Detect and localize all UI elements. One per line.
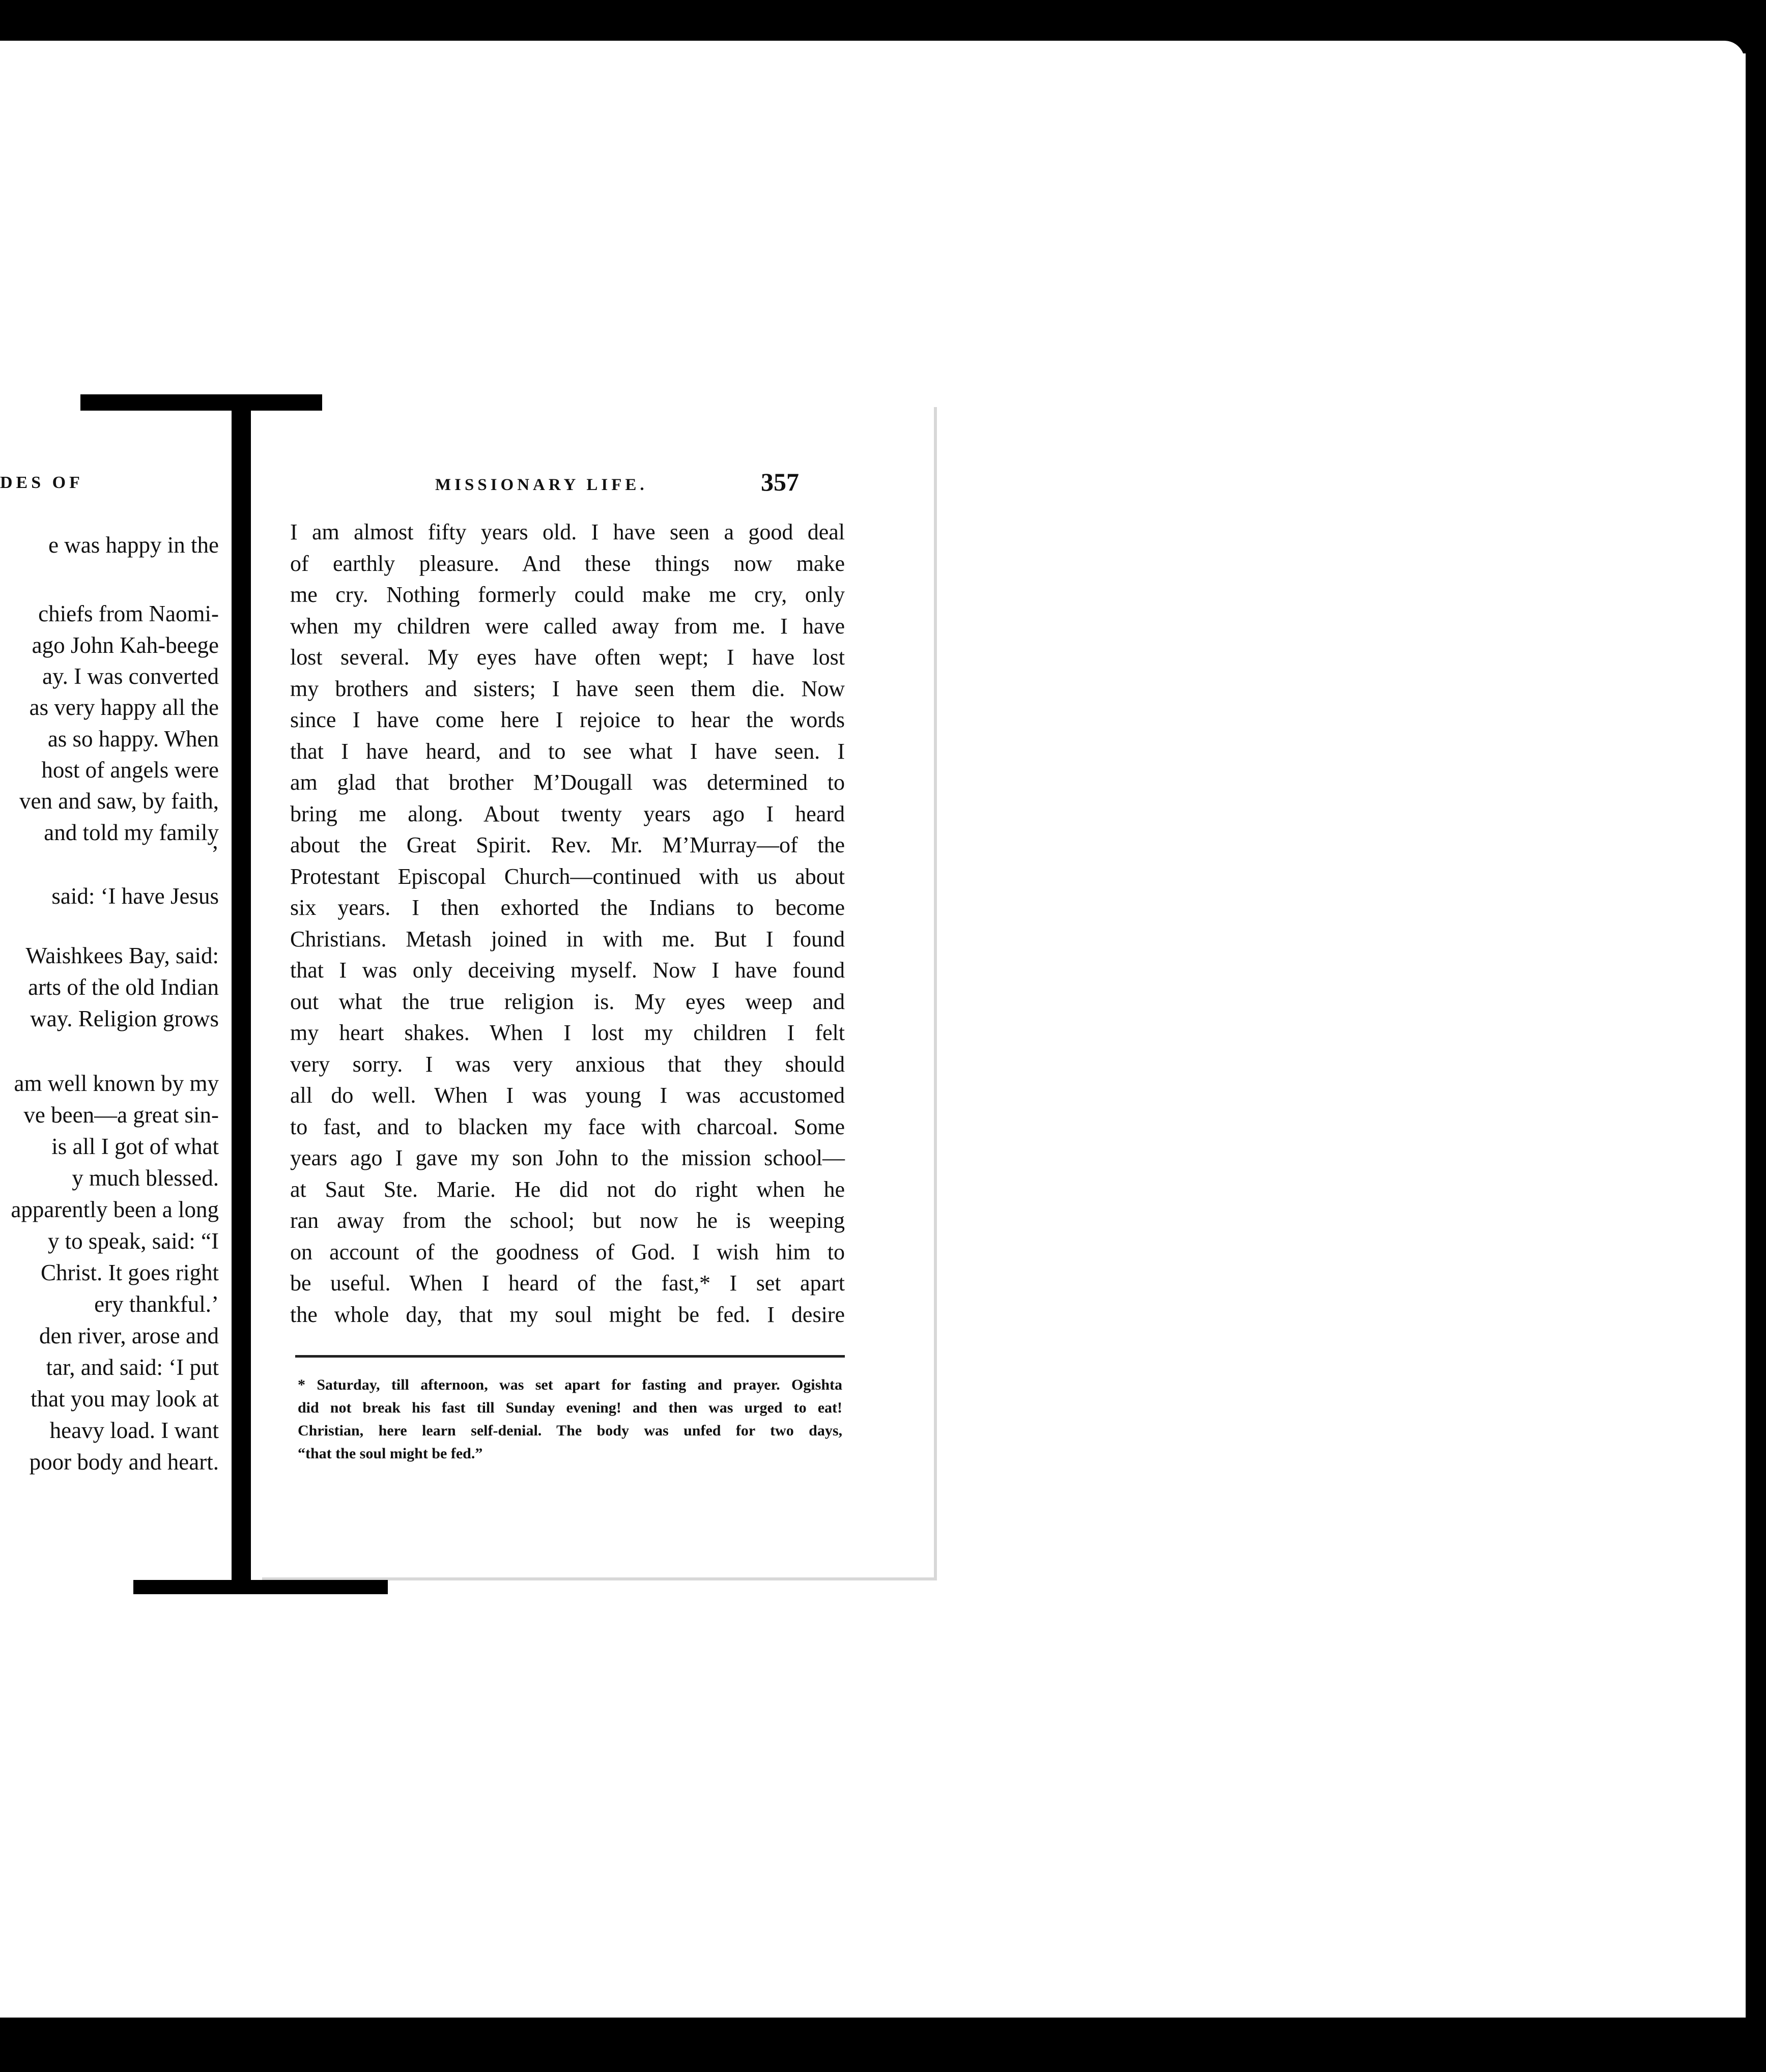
bracket-stroke-vertical [232, 402, 251, 1585]
left-line: heavy load. I want [49, 1418, 219, 1443]
left-line: arts of the old Indian [28, 974, 219, 1000]
bracket-stroke-bottom [133, 1580, 388, 1594]
body-line: since I have come here I rejoice to hear the words [290, 707, 845, 732]
left-line: y much blessed. [72, 1165, 219, 1191]
left-line: way. Religion grows [30, 1006, 219, 1031]
left-line: host of angels were [41, 757, 219, 783]
left-line: Christ. It goes right [41, 1260, 219, 1285]
previous-page-fragment [0, 0, 239, 2072]
left-running-head: DES OF [0, 473, 83, 492]
body-line: lost several. My eyes have often wept; I have lost [290, 645, 845, 670]
left-line: e was happy in the [48, 532, 219, 558]
body-line: that I was only deceiving myself. Now I have found [290, 958, 845, 983]
left-line: tar, and said: ‘I put [46, 1355, 219, 1380]
left-line: that you may look at [31, 1386, 219, 1412]
body-line: my brothers and sisters; I have seen them die. Now [290, 676, 845, 701]
footnote-rule [295, 1355, 845, 1358]
left-line: apparently been a long [11, 1197, 219, 1222]
body-line: be useful. When I heard of the fast,* I set apart [290, 1271, 845, 1296]
body-line: when my children were called away from me. I have [290, 614, 845, 639]
bracket-stroke-top [80, 394, 322, 411]
body-line: Protestant Episcopal Church—continued with us about [290, 864, 845, 889]
body-line: out what the true religion is. My eyes weep and [290, 989, 845, 1014]
left-line: ay. I was converted [42, 664, 219, 689]
left-line: y to speak, said: “I [47, 1228, 219, 1254]
left-line: said: ‘I have Jesus [51, 883, 219, 909]
body-line: on account of the goodness of God. I wish him to [290, 1240, 845, 1264]
left-line: and told my family [44, 820, 219, 845]
left-line: is all I got of what [51, 1134, 219, 1159]
body-line: I am almost fifty years old. I have seen a good deal [290, 520, 845, 544]
body-line: very sorry. I was very anxious that they should [290, 1052, 845, 1077]
body-line: to fast, and to blacken my face with charcoal. Some [290, 1114, 845, 1139]
body-line: me cry. Nothing formerly could make me cry, only [290, 582, 845, 607]
body-line: at Saut Ste. Marie. He did not do right when he [290, 1177, 845, 1202]
left-line: poor body and heart. [29, 1449, 219, 1475]
scan-border-right [1746, 0, 1766, 2072]
footnote-line: Christian, here learn self-denial. The body was unfed for two days, [298, 1422, 842, 1439]
left-line: den river, arose and [39, 1323, 219, 1348]
body-line: am glad that brother M’Dougall was determined to [290, 770, 845, 795]
body-line: six years. I then exhorted the Indians to become [290, 895, 845, 920]
body-line: years ago I gave my son John to the mission school— [290, 1145, 845, 1170]
body-line: the whole day, that my soul might be fed. I desire [290, 1302, 845, 1327]
body-line: Christians. Metash joined in with me. But I found [290, 927, 845, 952]
body-line: all do well. When I was young I was accustomed [290, 1083, 845, 1108]
body-line: of earthly pleasure. And these things now make [290, 551, 845, 576]
body-line: about the Great Spirit. Rev. Mr. M’Murray—of the [290, 832, 845, 857]
body-line: that I have heard, and to see what I have seen. I [290, 739, 845, 764]
body-line: bring me along. About twenty years ago I heard [290, 801, 845, 826]
left-line: chiefs from Naomi- [38, 601, 219, 626]
footnote-line: did not break his fast till Sunday evening! and then was urged to eat! [298, 1399, 842, 1416]
body-line: ran away from the school; but now he is weeping [290, 1208, 845, 1233]
book-page [262, 407, 937, 1580]
left-line: ’ [211, 841, 219, 867]
footnote-line: * Saturday, till afternoon, was set apart for fasting and prayer. Ogishta [298, 1376, 842, 1393]
left-line: Waishkees Bay, said: [25, 943, 219, 968]
left-line: as so happy. When [47, 726, 219, 752]
page-number: 357 [761, 468, 799, 496]
left-line: as very happy all the [29, 695, 219, 720]
left-line: ago John Kah-beege [32, 632, 219, 658]
left-line: am well known by my [14, 1071, 219, 1096]
body-line: my heart shakes. When I lost my children I felt [290, 1020, 845, 1045]
scan-border-bottom [0, 2018, 1766, 2072]
left-line: ery thankful.’ [94, 1291, 219, 1317]
footnote-line: “that the soul might be fed.” [298, 1445, 483, 1462]
running-head: MISSIONARY LIFE. [435, 476, 648, 494]
left-line: ven and saw, by faith, [19, 788, 219, 814]
left-line: ve been—a great sin- [23, 1102, 219, 1128]
